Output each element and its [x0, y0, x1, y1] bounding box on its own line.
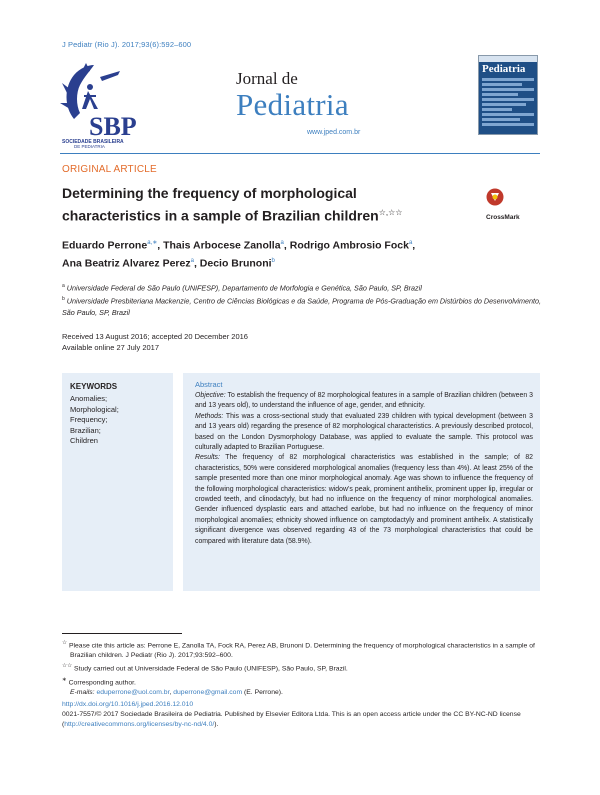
journal-url[interactable]: www.jped.com.br	[307, 129, 361, 136]
author-affiliation-mark[interactable]: a,∗	[147, 240, 158, 246]
author-separator: ,	[283, 239, 290, 252]
author-name[interactable]: Decio Brunoni	[199, 257, 272, 269]
keyword: Anomalies;	[70, 394, 108, 403]
doi-license-block	[62, 700, 540, 730]
journal-name-main: Pediatria	[236, 87, 349, 122]
email-link-1[interactable]: eduperrone@uol.com.br	[96, 688, 170, 696]
keyword: Frequency;	[70, 415, 108, 424]
crossmark-icon	[486, 188, 504, 206]
header-divider	[60, 153, 540, 154]
author-name[interactable]: Ana Beatriz Alvarez Perez	[62, 257, 191, 269]
author-separator: ,	[193, 257, 200, 269]
footnotes	[62, 638, 540, 698]
abstract-objective: Objective: To establish the frequency of 82 morphological features in a sample of Brazilian children (between 3 and 13 years old), to understand the influence of age, gender, and ethnicity.	[195, 392, 533, 410]
article-dates	[62, 331, 248, 353]
sbp-logo-caption-1: SOCIEDADE BRASILEIRA	[62, 139, 124, 145]
footnote-emails: E-mails: eduperrone@uol.com.br, duperrone@gmail.com (E. Perrone).	[70, 688, 283, 696]
crossmark-label: CrossMark	[486, 214, 520, 222]
affiliations	[62, 281, 542, 318]
abstract-heading: Abstract	[195, 380, 223, 389]
affiliation-a: $^a$ Universidade Federal de São Paulo (UNIFESP), Departamento de Morfologia e Genética, São Paulo, SP, Brazil	[62, 283, 422, 293]
author-list	[62, 236, 532, 271]
license-link[interactable]: http://creativecommons.org/licenses/by-nc-nd/4.0/	[64, 721, 215, 728]
cover-title: Pediatria	[482, 63, 526, 75]
article-title-line-2: characteristics in a sample of Brazilian children	[62, 207, 379, 224]
journal-name-top: Jornal de	[236, 69, 298, 88]
author-name[interactable]: Eduardo Perrone	[62, 239, 148, 252]
author-affiliation-mark[interactable]: a	[190, 257, 194, 264]
journal-cover-thumbnail	[478, 55, 538, 135]
sbp-logo-letters: SBP	[89, 112, 137, 141]
author-affiliation-mark[interactable]: a	[280, 240, 284, 246]
journal-citation: J Pediatr (Rio J). 2017;93(6):592–600	[62, 40, 192, 49]
author-separator: ,	[412, 239, 416, 252]
author-affiliation-mark[interactable]: a	[408, 240, 413, 246]
keywords-list	[70, 394, 119, 447]
title-footnote-marks[interactable]: ☆,☆☆	[378, 208, 403, 217]
sbp-logo-caption-2: DE PEDIATRIA	[74, 144, 105, 149]
online-date: Available online 27 July 2017	[62, 343, 160, 352]
doi-link[interactable]: http://dx.doi.org/10.1016/j.jped.2016.12.010	[62, 701, 194, 708]
abstract-methods: Methods: This was a cross-sectional study that evaluated 239 children with typical development (between 3 and 13 years old) regarding the presence of 82 morphological characteristics. A previously described protocol, based on the London Dysmorphology Database, was applied to evaluate the sample. This protocol was culturally adapted to Brazilian Portuguese.	[195, 412, 533, 452]
license-statement: 0021-7557/© 2017 Sociedade Brasileira de Pediatria. Published by Elsevier Editora Ltda. This is an open access article under the CC BY-NC-ND license (http://creativecommons.org/licenses/by-nc-nd/4.0/).	[62, 711, 521, 728]
crossmark-badge[interactable]	[486, 188, 538, 220]
keywords-heading: KEYWORDS	[70, 382, 118, 391]
author-affiliation-mark[interactable]: b	[271, 257, 275, 264]
footnote-citation: ☆ Please cite this article as: Perrone E, Zanolla TA, Fock RA, Perez AB, Brunoni D. Determining the frequency of morphological characteristics in a sample of Brazilian children. J Pediatr (Rio J). 2017;93:592–600.	[62, 640, 535, 660]
keyword: Brazilian;	[70, 425, 101, 435]
author-name[interactable]: Thais Arbocese Zanolla	[163, 239, 281, 252]
footnote-divider	[62, 633, 182, 634]
abstract-results: Results: The frequency of 82 morphological characteristics was established in the sample; of 82 characteristics, 50% were considered morphological anomalies (frequency less than 4%). At least 25% of the sample presented more than one minor morphological anomaly. Age was shown to influence the frequency of the following morphological characteristics: widow’s peak, prominent antihelix, prominent upper lip, irregular or crowded teeth, and clinodactyly, but had no influence on the frequency of minor morphological anomalies. Gender influenced dysplastic ears and attached earlobe, but had no influence on the frequency of minor morphological anomalies; ethnicity showed influence on camptodactyly and prominent antihelix. A statistically significant divergence was observed regarding 43 of the 73 morphological characteristics that could be compared with literature data (58.9%).	[195, 454, 533, 545]
article-title-line-1: Determining the frequency of morphological	[62, 185, 357, 201]
author-separator: ,	[157, 239, 164, 252]
abstract-body	[195, 391, 533, 547]
footnote-corresponding: ∗ Corresponding author.	[62, 676, 136, 686]
email-link-2[interactable]: duperrone@gmail.com	[173, 688, 243, 696]
keyword: Children	[70, 436, 98, 445]
author-name[interactable]: Rodrigo Ambrosio Fock	[289, 239, 409, 252]
article-title	[62, 183, 472, 226]
article-type: ORIGINAL ARTICLE	[62, 164, 157, 175]
sbp-logo	[60, 57, 145, 149]
received-date: Received 13 August 2016; accepted 20 December 2016	[62, 332, 248, 341]
keyword: Morphological;	[70, 404, 119, 414]
journal-masthead	[236, 70, 466, 122]
footnote-study-site: ☆☆ Study carried out at Universidade Federal de São Paulo (UNIFESP), São Paulo, SP, Brazil.	[62, 663, 348, 673]
affiliation-b: $^b$ Universidade Presbiteriana Mackenzie, Centro de Ciências Biológicas e da Saúde, Programa de Pós-Graduação em Distúrbios do Desenvolvimento, São Paulo, SP, Brazil	[62, 295, 542, 317]
